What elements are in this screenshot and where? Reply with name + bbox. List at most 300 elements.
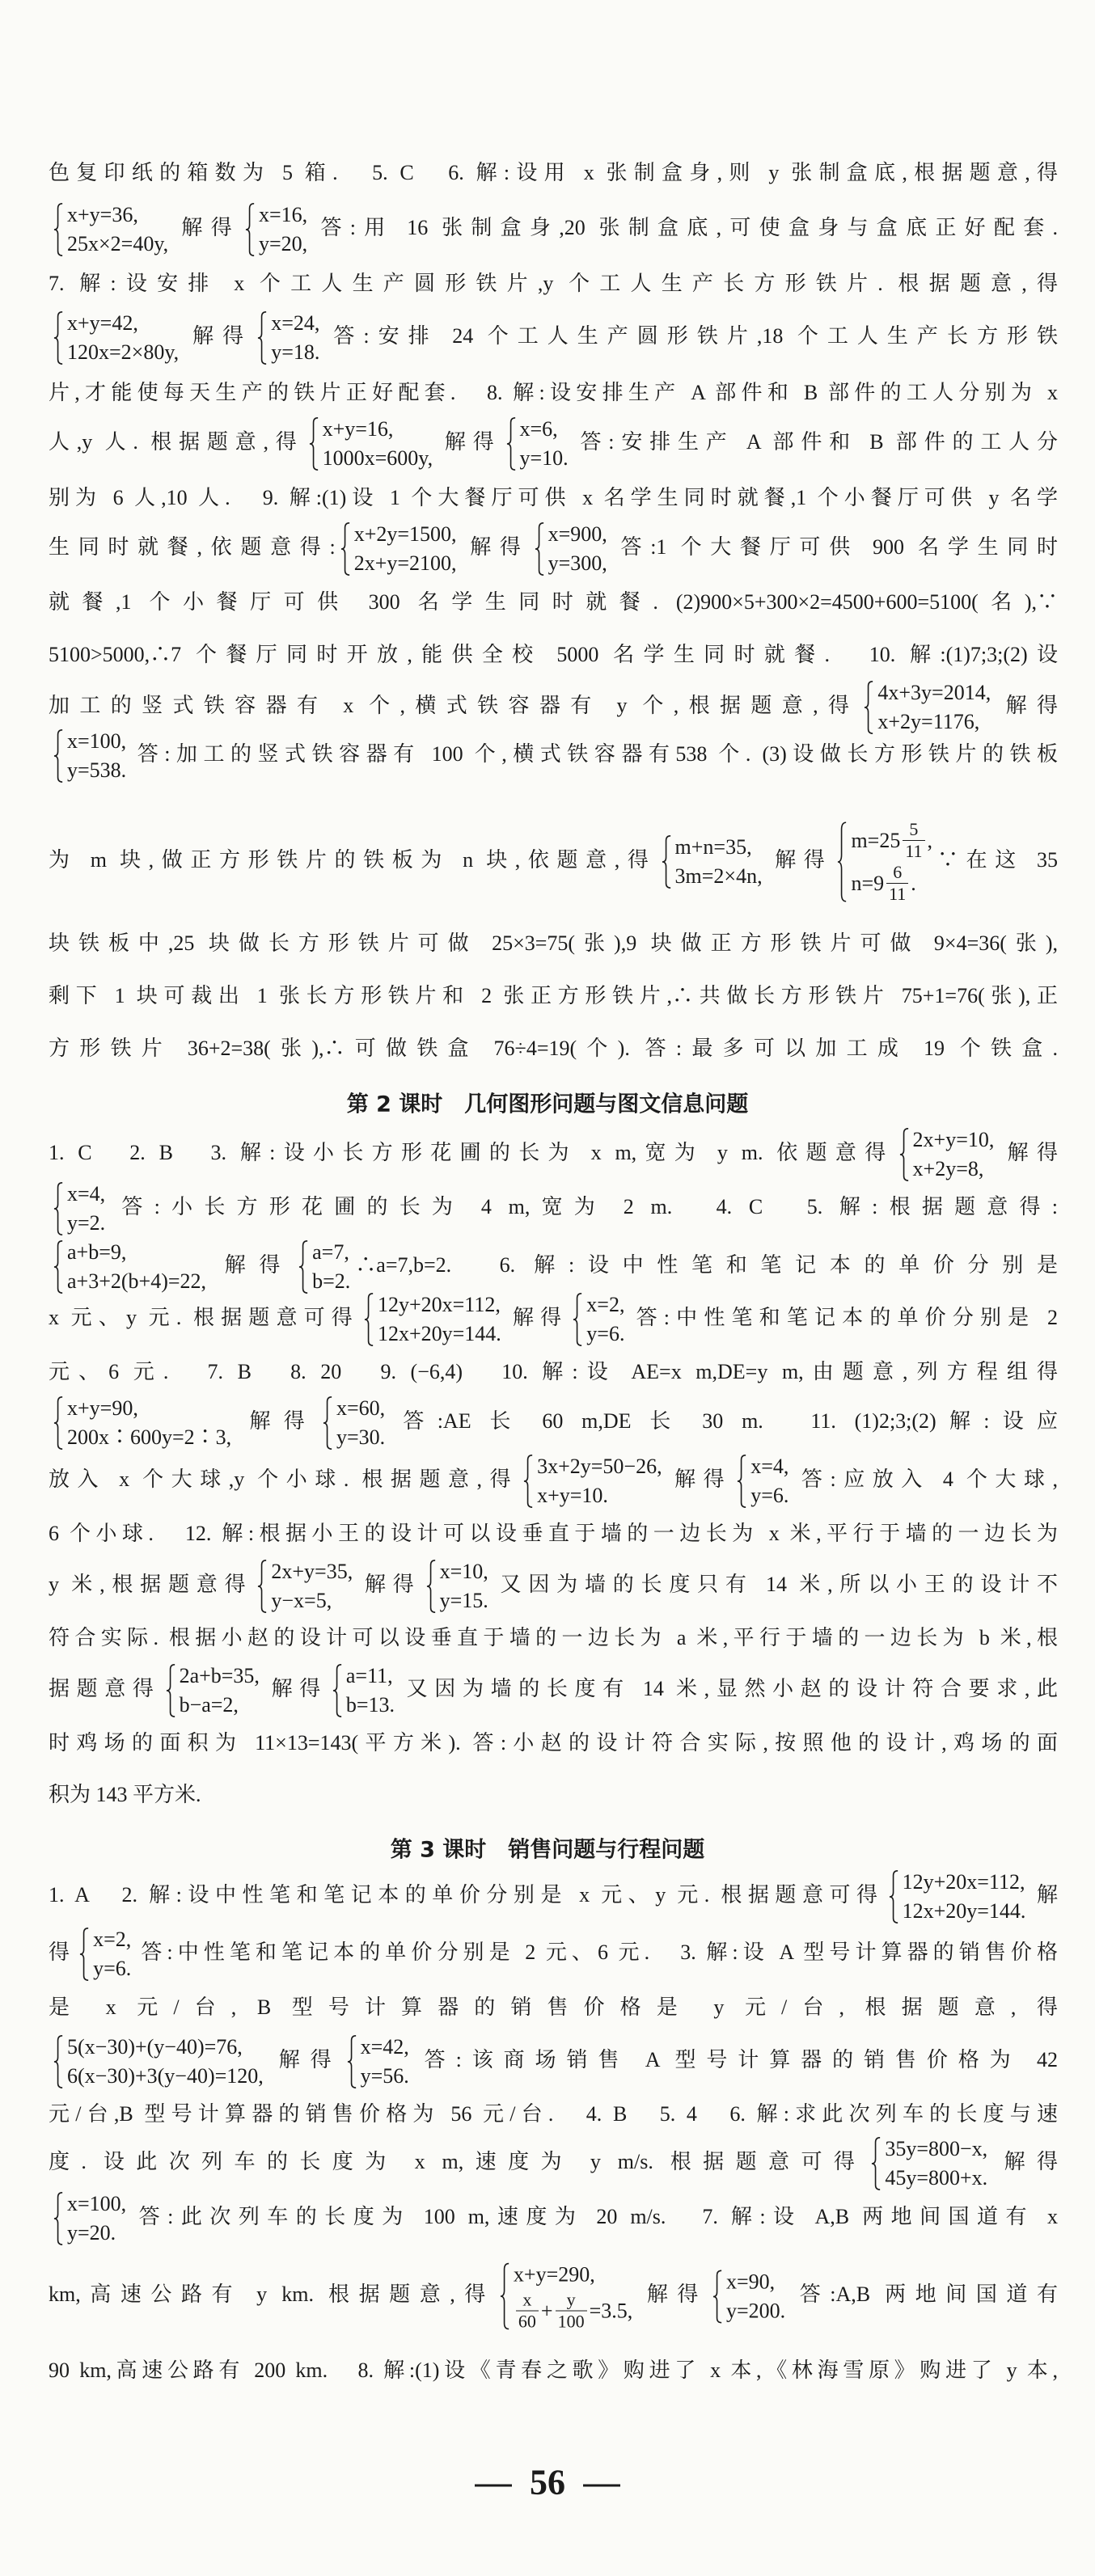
text-run: 答:A,B 两地间国道有 — [790, 2282, 1058, 2306]
fraction — [556, 2290, 587, 2333]
equation-row: x=24, — [271, 311, 320, 335]
equation-system — [712, 2267, 785, 2325]
text-line — [49, 2033, 1058, 2091]
equation-rows — [913, 1125, 995, 1184]
equation-row: x=2, — [586, 1293, 625, 1316]
left-brace-icon — [523, 1455, 534, 1508]
text-run: 6 个小球. 12. 解:根据小王的设计可以设垂直于墙的一边长为 x 米,平行于墙的一边长为 — [49, 1522, 1058, 1545]
text-line — [49, 1868, 1058, 1926]
equation-row: x+2y=1176, — [877, 710, 980, 733]
text-run: 解得 — [996, 693, 1058, 717]
fraction-numerator: y — [566, 2289, 576, 2310]
page-number-dash-left — [475, 2485, 512, 2487]
equation-system — [889, 1868, 1026, 1926]
fraction-numerator: x — [522, 2289, 532, 2310]
text-run: 剩下 1 块可裁出 1 张长方形铁片和 2 张正方形铁片,∴共做长方形铁片 75+1=76(张),正 — [49, 984, 1058, 1007]
brace-stroke — [872, 2138, 880, 2190]
brace-stroke — [333, 1665, 341, 1717]
equation-row: x=100, — [67, 2192, 127, 2215]
text-run: 解得 — [184, 323, 253, 348]
text-run: 答:安排 24 个工人生产圆形铁片,18 个工人生产长方形铁 — [324, 323, 1058, 348]
left-brace-icon — [53, 1240, 64, 1294]
text-line — [49, 1557, 1058, 1615]
left-brace-icon — [257, 311, 268, 365]
text-line — [49, 1622, 1058, 1654]
brace-stroke — [323, 1397, 332, 1449]
fraction — [903, 819, 924, 862]
text-run: 5100>5000,∴7 个餐厅同时开放,能供全校 5000 名学生同时就餐. 10. 解:(1)7;3;(2)设 — [49, 643, 1058, 666]
brace-stroke — [501, 2264, 509, 2329]
brace-stroke — [54, 1397, 62, 1449]
equation-system — [871, 2135, 987, 2193]
brace-stroke — [524, 1455, 532, 1507]
left-brace-icon — [426, 1560, 437, 1613]
text-run: 解得 — [357, 1572, 421, 1596]
text-run: 块铁板中,25 块做长方形铁片可做 25×3=75(张),9 块做正方形铁片可做 9×4=36(张), — [49, 931, 1058, 955]
equation-rows — [726, 2267, 785, 2325]
text-run: 积为 143 平方米. — [49, 1783, 201, 1806]
equation-row: 12y+20x=112, — [377, 1293, 501, 1316]
brace-stroke — [506, 418, 514, 470]
text-line — [49, 2190, 1058, 2248]
equation-row — [851, 819, 932, 862]
text-run: 度. 设此次列车的长度为 x m,速度为 y m/s. 根据题意可得 — [49, 2149, 867, 2173]
text-line — [49, 2135, 1058, 2193]
equation-system — [332, 1662, 395, 1720]
equation-row: x=900, — [548, 522, 607, 546]
equation-rows — [520, 415, 569, 473]
equation-rows — [514, 2261, 632, 2333]
text-run: km,高速公路有 y km. 根据题意,得 — [49, 2282, 495, 2306]
equation-rows — [180, 1662, 260, 1720]
equation-system — [53, 2033, 264, 2091]
equation-system — [298, 1238, 350, 1296]
left-brace-icon — [53, 2192, 64, 2245]
equation-row: x+y=42, — [67, 311, 138, 335]
equation-row: a=7, — [312, 1240, 349, 1264]
equation-system — [837, 819, 932, 905]
equation-row: 2a+b=35, — [179, 1664, 260, 1687]
brace-stroke — [80, 1928, 88, 1980]
left-brace-icon — [53, 1182, 64, 1235]
brace-stroke — [738, 1455, 746, 1507]
text-line — [49, 980, 1058, 1012]
equation-row: y=20. — [67, 2221, 116, 2244]
text-run: 答:中性笔和笔记本的单价分别是 2 元、6 元. 3. 解:设 A 型号计算器的销售价格 — [136, 1940, 1058, 1964]
equation-row: 5(x−30)+(y−40)=76, — [67, 2035, 243, 2059]
left-brace-icon — [347, 2035, 357, 2088]
equation-row: x=4, — [750, 1455, 789, 1478]
text-run: 又因为墙的长度有 14 米,显然小赵的设计符合要求,此 — [400, 1676, 1058, 1700]
page-number — [0, 2462, 1095, 2503]
text-run: 答:该商场销售 A 型号计算器的销售价格为 42 — [413, 2047, 1058, 2071]
text-run: ∴a=7,b=2. 6. 解:设中性笔和笔记本的单价分别是 — [355, 1252, 1058, 1277]
equation-row: x+2y=8, — [912, 1157, 984, 1180]
text-line — [49, 1452, 1058, 1510]
text-run: 解得 — [461, 534, 530, 559]
left-brace-icon — [889, 1870, 899, 1924]
equation-system — [899, 1125, 995, 1184]
equation-rows — [93, 1925, 131, 1983]
text-run: 解得 — [264, 1676, 328, 1700]
text-run: 答:加工的竖式铁容器有 100 个,横式铁容器有538 个. (3)设做长方形铁片的铁板 — [131, 741, 1058, 766]
equation-system — [53, 309, 179, 367]
text-run: 加工的竖式铁容器有 x 个,横式铁容器有 y 个,根据题意,得 — [49, 693, 860, 717]
equation-row: x=90, — [725, 2270, 776, 2293]
left-brace-icon — [662, 835, 672, 889]
equation-row: x+y=290, — [513, 2262, 595, 2287]
equation-rows — [903, 1868, 1026, 1926]
left-brace-icon — [53, 2035, 64, 2088]
math-text: . — [911, 871, 916, 895]
left-brace-icon — [899, 1128, 910, 1181]
text-line — [49, 586, 1058, 619]
equation-row: y=200. — [725, 2299, 786, 2322]
equation-row: x=42, — [360, 2035, 409, 2059]
text-run: 解得 — [992, 2149, 1058, 2173]
page-number-value: 56 — [530, 2462, 565, 2502]
text-run: 解得 — [767, 847, 833, 872]
brace-stroke — [427, 1560, 435, 1612]
equation-system — [53, 1394, 231, 1452]
brace-stroke — [54, 1241, 62, 1293]
text-line — [49, 2261, 1058, 2333]
equation-row: m+n=35, — [674, 835, 752, 859]
text-run: 得 — [49, 1940, 75, 1964]
text-run: 解 — [1030, 1882, 1058, 1907]
text-run: 解得 — [236, 1408, 318, 1433]
text-line — [49, 415, 1058, 473]
equation-row: y=538. — [67, 758, 127, 782]
text-run: ∵在这 35 — [937, 847, 1058, 872]
text-run: 时鸡场的面积为 11×13=143(平方米). 答:小赵的设计符合实际,按照他的设计,鸡场的面 — [49, 1731, 1058, 1755]
equation-rows — [361, 2033, 409, 2091]
brace-stroke — [166, 1665, 174, 1717]
text-line — [49, 268, 1058, 300]
equation-row: x+y=90, — [67, 1396, 138, 1420]
equation-row: b−a=2, — [179, 1693, 239, 1717]
equation-rows — [67, 1238, 206, 1296]
equation-row: 2x+y=35, — [271, 1560, 353, 1583]
math-text: , — [927, 828, 933, 852]
text-line — [49, 1662, 1058, 1720]
equation-row — [514, 2290, 632, 2333]
equation-rows — [259, 201, 307, 259]
text-line — [49, 639, 1058, 671]
text-line — [49, 2098, 1058, 2130]
left-brace-icon — [53, 203, 64, 256]
left-brace-icon — [871, 2137, 881, 2190]
text-run: 人,y 人. 根据题意,得 — [49, 429, 304, 454]
text-line — [49, 309, 1058, 367]
text-line — [49, 201, 1058, 259]
brace-stroke — [341, 523, 349, 575]
equation-system — [323, 1394, 385, 1452]
text-run: 解得 — [173, 215, 240, 239]
text-run: 放入 x 个大球,y 个小球. 根据题意,得 — [49, 1467, 519, 1491]
equation-system — [535, 520, 607, 578]
brace-stroke — [54, 730, 62, 782]
brace-stroke — [299, 1241, 307, 1293]
equation-system — [53, 201, 168, 259]
left-brace-icon — [535, 522, 545, 576]
equation-row: x=4, — [67, 1182, 106, 1206]
text-run: 解得 — [268, 2047, 342, 2071]
fraction-numerator: 5 — [909, 819, 919, 839]
brace-stroke — [258, 312, 266, 364]
equation-row: x+2y=1500, — [353, 522, 457, 546]
text-run: 符合实际. 根据小赵的设计可以设垂直于墙的一边长为 a 米,平行于墙的一边长为 b 米,根 — [49, 1626, 1058, 1649]
brace-stroke — [573, 1294, 581, 1345]
equation-row: x=6, — [519, 417, 558, 441]
text-run: 答:AE 长 60 m,DE 长 30 m. 11. (1)2;3;(2)解:设应 — [390, 1408, 1058, 1433]
equation-system — [347, 2033, 409, 2091]
equation-rows — [67, 1394, 231, 1452]
equation-row: 12x+20y=144. — [902, 1899, 1026, 1923]
text-run: 答:安排生产 A 部件和 B 部件的工人分 — [573, 429, 1058, 454]
equation-rows — [675, 833, 763, 891]
left-brace-icon — [737, 1455, 747, 1508]
equation-row: 1000x=600y, — [322, 446, 433, 470]
text-run: 答:此次列车的长度为 100 m,速度为 20 m/s. 7. 解:设 A,B 两地间国道有 x — [131, 2204, 1058, 2228]
section-heading-lesson-2: 第 2 课时 几何图形问题与图文信息问题 — [346, 1092, 749, 1117]
equation-rows — [354, 520, 457, 578]
equation-row: a+b=9, — [67, 1240, 127, 1264]
equation-system — [340, 520, 457, 578]
equation-rows — [67, 1180, 105, 1238]
text-run: 1. A 2. 解:设中性笔和笔记本的单价分别是 x 元、y 元. 根据题意可得 — [49, 1882, 884, 1907]
math-text: n=9 — [851, 871, 885, 895]
equation-row: x=16, — [259, 203, 308, 226]
text-run: 据题意得 — [49, 1676, 161, 1700]
equation-rows — [323, 415, 433, 473]
equation-row: y=56. — [360, 2064, 409, 2088]
text-line — [49, 1518, 1058, 1550]
equation-row: y−x=5, — [271, 1589, 332, 1612]
equation-row: 2x+y=10, — [912, 1128, 995, 1151]
text-run: 90 km,高速公路有 200 km. 8. 解:(1)设《青春之歌》购进了 x 本,《林海雪原》购进了 y 本, — [49, 2359, 1058, 2382]
equation-rows — [885, 2135, 987, 2193]
equation-row: 3x+2y=50−26, — [537, 1455, 662, 1478]
text-run: 方形铁片 36+2=38(张),∴可做铁盒 76÷4=19(个). 答:最多可以加工成 19 个铁盒. — [49, 1037, 1058, 1060]
text-run: 解得 — [505, 1305, 569, 1329]
equation-rows — [67, 727, 126, 785]
left-brace-icon — [712, 2270, 723, 2323]
text-line — [49, 482, 1058, 514]
left-brace-icon — [245, 203, 256, 256]
left-brace-icon — [837, 821, 848, 902]
text-line — [49, 1238, 1058, 1296]
equation-system — [257, 1557, 353, 1615]
equation-row: y=15. — [439, 1589, 488, 1612]
brace-stroke — [713, 2270, 721, 2322]
equation-row: 3m=2×4n, — [674, 864, 763, 888]
text-run: x 元、y 元. 根据题意可得 — [49, 1305, 359, 1329]
equation-system — [257, 309, 319, 367]
equation-rows — [346, 1662, 395, 1720]
equation-row: a=11, — [345, 1664, 393, 1687]
text-line — [49, 727, 1058, 785]
equation-rows — [271, 309, 319, 367]
equation-row: 12x+20y=144. — [377, 1322, 501, 1345]
left-brace-icon — [166, 1664, 176, 1717]
equation-system — [53, 1238, 206, 1296]
text-run: 别为 6 人,10 人. 9. 解:(1)设 1 个大餐厅可供 x 名学生同时就餐,1 个小餐厅可供 y 名学 — [49, 486, 1058, 509]
equation-system — [245, 201, 307, 259]
equation-system — [53, 1180, 105, 1238]
brace-stroke — [54, 2193, 62, 2244]
text-run: 答:小长方形花圃的长为 4 m,宽为 2 m. 4. C 5. 解:根据题意得: — [110, 1194, 1058, 1218]
left-brace-icon — [332, 1664, 343, 1717]
text-run: 就餐,1 个小餐厅可供 300 名学生同时就餐. (2)900×5+300×2=4500+600=5100(名),∵ — [49, 590, 1058, 614]
equation-row: x+y=36, — [67, 203, 138, 226]
text-line — [49, 1394, 1058, 1452]
left-brace-icon — [500, 2263, 510, 2330]
equation-rows — [67, 309, 179, 367]
left-brace-icon — [340, 522, 351, 576]
equation-row: 200x∶600y=2∶3, — [67, 1425, 232, 1449]
text-run: 为 m 块,做正方形铁片的铁板为 n 块,依题意,得 — [49, 847, 657, 872]
equation-rows — [586, 1290, 624, 1349]
text-line — [49, 1033, 1058, 1065]
text-line — [49, 520, 1058, 578]
equation-rows — [440, 1557, 488, 1615]
equation-rows — [67, 2033, 264, 2091]
equation-row: y=20, — [259, 232, 308, 255]
text-run: 解得 — [211, 1252, 294, 1277]
equation-system — [79, 1925, 131, 1983]
equation-rows — [537, 1452, 662, 1510]
text-run: 又因为墙的长度只有 14 米,所以小王的设计不 — [493, 1572, 1058, 1596]
brace-stroke — [258, 1560, 266, 1612]
equation-row: 45y=800+x. — [885, 2166, 988, 2190]
text-run: 元/台,B 型号计算器的销售价格为 56 元/台. 4. B 5. 4 6. 解:求此次列车的长度与速 — [49, 2102, 1058, 2126]
text-line — [49, 1356, 1058, 1388]
text-run: y 米,根据题意得 — [49, 1572, 253, 1596]
brace-stroke — [662, 836, 670, 888]
equation-rows — [271, 1557, 353, 1615]
fraction — [516, 2290, 539, 2333]
equation-row: x+y=16, — [322, 417, 394, 441]
text-line — [49, 1727, 1058, 1759]
text-line — [49, 819, 1058, 905]
equation-row: x=60, — [336, 1396, 386, 1420]
text-run: 答:中性笔和笔记本的单价分别是 2 — [629, 1305, 1058, 1329]
equation-rows — [312, 1238, 350, 1296]
equation-system — [506, 415, 569, 473]
text-line — [49, 1925, 1058, 1983]
equation-system — [500, 2261, 632, 2333]
equation-system — [53, 2190, 126, 2248]
equation-row: x=2, — [93, 1928, 132, 1951]
brace-stroke — [865, 682, 873, 733]
math-text: m=25 — [851, 828, 901, 852]
text-run: 片,才能使每天生产的铁片正好配套. 8. 解:设安排生产 A 部件和 B 部件的工人分别为 x — [49, 381, 1058, 404]
equation-system — [364, 1290, 501, 1349]
brace-stroke — [246, 204, 254, 255]
equation-row: a+3+2(b+4)=22, — [67, 1269, 207, 1293]
text-line — [49, 1991, 1058, 2024]
text-run: 色复印纸的箱数为 5 箱. 5. C 6. 解:设用 x 张制盒身,则 y 张制盒底,根据题意,得 — [49, 161, 1058, 184]
equation-system — [737, 1452, 788, 1510]
equation-row: 2x+y=2100, — [353, 551, 457, 575]
text-line — [49, 927, 1058, 960]
equation-row: y=6. — [93, 1957, 132, 1980]
left-brace-icon — [79, 1928, 90, 1981]
equation-system — [573, 1290, 624, 1349]
left-brace-icon — [53, 311, 64, 365]
text-run: 解得 — [999, 1140, 1058, 1164]
equation-row: 120x=2×80y, — [67, 340, 180, 364]
equation-row: y=30. — [336, 1425, 386, 1449]
equation-row: 12y+20x=112, — [902, 1870, 1025, 1894]
brace-stroke — [54, 1183, 62, 1235]
brace-stroke — [838, 822, 846, 902]
fraction-denominator: 60 — [516, 2311, 539, 2333]
equation-row: y=10. — [519, 446, 569, 470]
text-run: 答:用 16 张制盒身,20 张制盒底,可使盒身与盒底正好配套. — [312, 215, 1058, 239]
equation-rows — [67, 201, 168, 259]
text-run: 7. 解:设安排 x 个工人生产圆形铁片,y 个工人生产长方形铁片. 根据题意,得 — [49, 272, 1058, 295]
left-brace-icon — [53, 1396, 64, 1450]
brace-stroke — [890, 1871, 898, 1923]
brace-stroke — [899, 1129, 907, 1180]
equation-system — [662, 833, 763, 891]
equation-row: 6(x−30)+3(y−40)=120, — [67, 2064, 264, 2088]
text-line — [49, 1290, 1058, 1349]
text-run: 1. C 2. B 3. 解:设小长方形花圃的长为 x m,宽为 y m. 依题意得 — [49, 1140, 894, 1164]
text-line — [49, 1180, 1058, 1238]
equation-row: 35y=800−x, — [885, 2137, 988, 2160]
equation-row: 4x+3y=2014, — [877, 681, 991, 704]
text-run: 生同时就餐,依题意得: — [49, 534, 336, 559]
equation-rows — [67, 2190, 126, 2248]
text-run: 元、6 元. 7. B 8. 20 9. (−6,4) 10. 解:设 AE=x m,DE=y m,由题意,列方程组得 — [49, 1360, 1058, 1383]
text-run: 是 x 元/台, B 型号计算器的销售价格是 y 元/台, 根据题意, 得 — [49, 1995, 1058, 2019]
equation-rows — [378, 1290, 501, 1349]
equation-system — [523, 1452, 662, 1510]
brace-stroke — [535, 523, 543, 575]
text-run: 答:应放入 4 个大球, — [793, 1467, 1058, 1491]
left-brace-icon — [573, 1293, 583, 1346]
equation-row: b=13. — [345, 1693, 395, 1717]
equation-system — [309, 415, 433, 473]
equation-row: x=10, — [439, 1560, 488, 1583]
text-run: 答:1 个大餐厅可供 900 名学生同时 — [611, 534, 1058, 559]
equation-system — [426, 1557, 488, 1615]
fraction — [886, 862, 908, 905]
equation-row: b=2. — [312, 1269, 351, 1293]
text-line — [49, 2354, 1058, 2387]
left-brace-icon — [53, 729, 64, 783]
left-brace-icon — [298, 1240, 309, 1294]
text-line — [49, 1779, 1058, 1811]
equation-system — [53, 727, 126, 785]
brace-stroke — [54, 204, 62, 255]
equation-row — [851, 862, 932, 905]
fraction-denominator: 11 — [886, 883, 908, 905]
equation-rows — [548, 520, 607, 578]
fraction-denominator: 100 — [556, 2311, 587, 2333]
left-brace-icon — [257, 1560, 268, 1613]
fraction-denominator: 11 — [903, 840, 924, 862]
section-heading-lesson-3: 第 3 课时 销售问题与行程问题 — [390, 1837, 705, 1863]
brace-stroke — [54, 2036, 62, 2088]
equation-row: y=300, — [548, 551, 607, 575]
equation-rows — [851, 819, 932, 905]
brace-stroke — [365, 1294, 373, 1345]
text-line — [49, 157, 1058, 189]
